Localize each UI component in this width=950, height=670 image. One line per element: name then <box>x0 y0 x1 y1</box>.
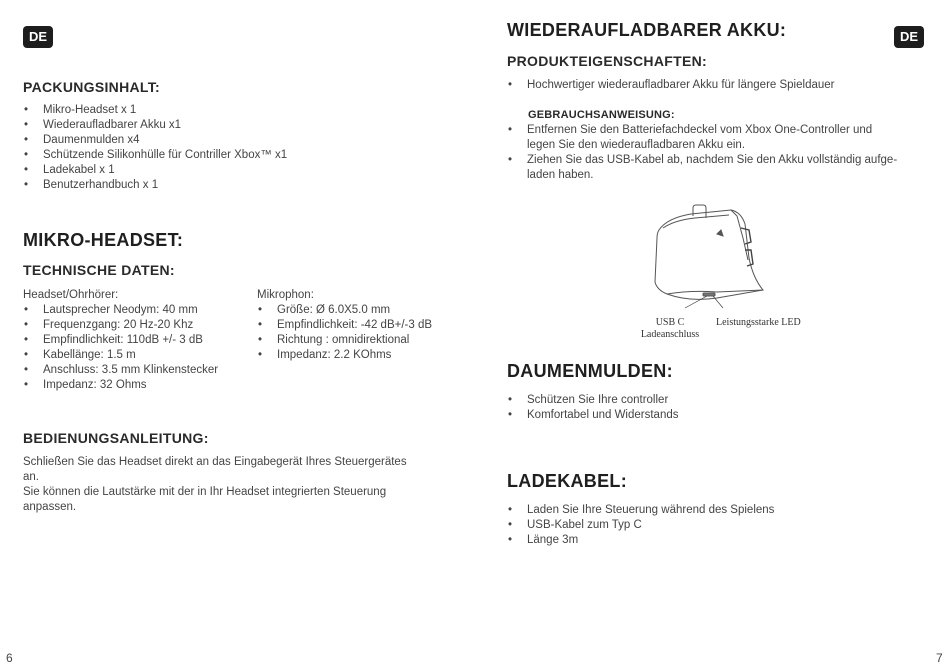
battery-top-rim <box>663 215 729 228</box>
language-badge-left: DE <box>23 26 53 48</box>
list-item: • Größe: Ø 6.0X5.0 mm <box>257 303 457 318</box>
list-item: • Länge 3m <box>507 533 927 548</box>
thumbgrips-title: DAUMENMULDEN: <box>507 361 673 381</box>
list-item: • Ladekabel x 1 <box>23 163 443 178</box>
cable-title: LADEKABEL: <box>507 471 627 491</box>
microphone-label: Mikrophon: <box>257 289 314 301</box>
list-item: • Hochwertiger wiederaufladbarer Akku für längere Spieldauer <box>507 78 927 93</box>
list-item: • Impedanz: 32 Ohms <box>23 378 253 393</box>
thumbgrips-list <box>507 393 927 423</box>
list-item: • Richtung : omnidirektional <box>257 333 457 348</box>
list-item <box>507 123 927 153</box>
text-line: • Entfernen Sie den Batteriefachdeckel vom Xbox One-Controller und <box>527 124 873 136</box>
usb-port <box>703 293 715 296</box>
list-item: • Mikro-Headset x 1 <box>23 103 443 118</box>
list-item <box>507 153 927 183</box>
list-item: • Kabellänge: 1.5 m <box>23 348 253 363</box>
list-item: • Empfindlichkeit: -42 dB+/-3 dB <box>257 318 457 333</box>
list-item: • Schützende Silikonhülle für Contriller Xbox™ x1 <box>23 148 443 163</box>
led-indicator <box>717 230 723 236</box>
led-caption: Leistungsstarke LED <box>716 317 801 328</box>
package-contents-list <box>23 103 443 193</box>
instructions-heading: BEDIENUNGSANLEITUNG: <box>23 430 209 446</box>
list-item: • Anschluss: 3.5 mm Klinkenstecker <box>23 363 253 378</box>
page-number-right: 7 <box>936 651 943 665</box>
leader-line-usb <box>685 296 707 308</box>
battery-grip-right <box>741 228 753 266</box>
text-line: • Ziehen Sie das USB-Kabel ab, nachdem Sie den Akku vollständig aufge- <box>527 154 898 166</box>
list-item: • Komfortabel und Widerstands <box>507 408 927 423</box>
list-item: • Daumenmulden x4 <box>23 133 443 148</box>
caption-line: Ladeanschluss <box>640 329 700 340</box>
battery-title: WIEDERAUFLADBARER AKKU: <box>507 20 787 40</box>
headphone-label: Headset/Ohrhörer: <box>23 289 119 301</box>
technical-data-heading: TECHNISCHE DATEN: <box>23 262 175 278</box>
text-line: Schließen Sie das Headset direkt an das Eingabegerät Ihres Steuergerätes <box>23 456 407 468</box>
cable-list <box>507 503 927 548</box>
text-line: Sie können die Lautstärke mit der in Ihr Headset integrierten Steuerung <box>23 486 387 498</box>
product-properties-list <box>507 78 927 93</box>
battery-illustration <box>645 198 775 310</box>
text-line: anpassen. <box>23 501 77 513</box>
text-line: laden haben. <box>527 169 594 181</box>
language-badge-right: DE <box>894 26 924 48</box>
list-item: • Lautsprecher Neodym: 40 mm <box>23 303 253 318</box>
product-properties-heading: PRODUKTEIGENSCHAFTEN: <box>507 53 707 69</box>
list-item: • Benutzerhandbuch x 1 <box>23 178 443 193</box>
list-item: • USB-Kabel zum Typ C <box>507 518 927 533</box>
usage-list <box>507 123 927 183</box>
list-item: • Laden Sie Ihre Steuerung während des Spielens <box>507 503 927 518</box>
microphone-specs-list <box>257 303 457 363</box>
text-line: an. <box>23 471 39 483</box>
caption-line: USB C <box>655 317 685 328</box>
list-item: • Frequenzgang: 20 Hz-20 Khz <box>23 318 253 333</box>
headphone-specs-list <box>23 303 253 393</box>
instructions-text <box>23 455 453 515</box>
text-line: legen Sie den wiederaufladbaren Akku ein. <box>527 139 746 151</box>
list-item: • Wiederaufladbarer Akku x1 <box>23 118 443 133</box>
list-item: • Schützen Sie Ihre controller <box>507 393 927 408</box>
battery-side <box>731 210 748 260</box>
headset-title: MIKRO-HEADSET: <box>23 230 184 250</box>
list-item: • Empfindlichkeit: 110dB +/- 3 dB <box>23 333 253 348</box>
package-contents-heading: PACKUNGSINHALT: <box>23 79 160 95</box>
battery-clip <box>693 205 706 218</box>
usb-port-caption <box>630 317 710 341</box>
usage-heading: GEBRAUCHSANWEISUNG: <box>528 109 675 121</box>
page-number-left: 6 <box>6 651 13 665</box>
list-item: • Impedanz: 2.2 KOhms <box>257 348 457 363</box>
